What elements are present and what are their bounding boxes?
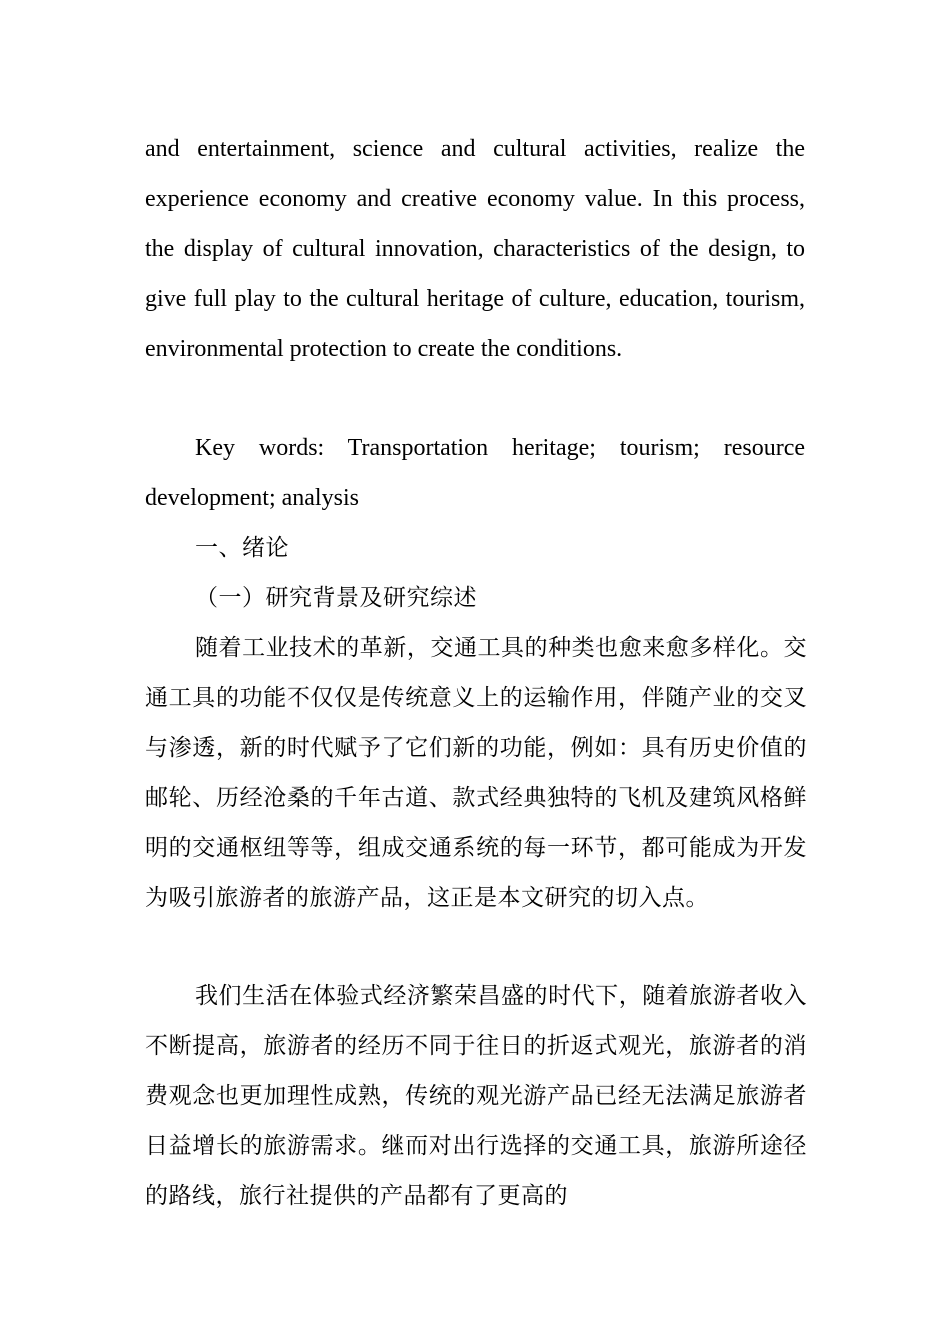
- section-subheading: （一）研究背景及研究综述: [195, 585, 477, 611]
- body-paragraph-2: 我们生活在体验式经济繁荣昌盛的时代下，随着旅游者收入不断提高，旅游者的经历不同于往日的折返式观光，旅游者的消费观念也更加理性成熟，传统的观光游产品已经无法满足旅游者日益增长的旅游需求。继而对出行选择的交通工具，旅游所途径的路线，旅行社提供的产品都有了更高的: [145, 983, 807, 1209]
- section-heading: 一、绪论: [195, 535, 289, 561]
- body-paragraph-1: 随着工业技术的革新，交通工具的种类也愈来愈多样化。交通工具的功能不仅仅是传统意义上的运输作用，伴随产业的交叉与渗透，新的时代赋予了它们新的功能，例如：具有历史价值的邮轮、历经沧桑的千年古道、款式经典独特的飞机及建筑风格鲜明的交通枢纽等等，组成交通系统的每一环节，都可能成为开发为吸引旅游者的旅游产品，这正是本文研究的切入点。: [145, 635, 807, 911]
- abstract-continuation: and entertainment, science and cultural activities, realize the experience economy and creative economy value. In this process, the display of cultural innovation, characteristics of the design, to give full play to the cultural heritage of culture, education, tourism, environmental protection to create the conditions.: [145, 136, 805, 362]
- keywords-paragraph: Key words: Transportation heritage; tourism; resource development; analysis: [145, 435, 805, 511]
